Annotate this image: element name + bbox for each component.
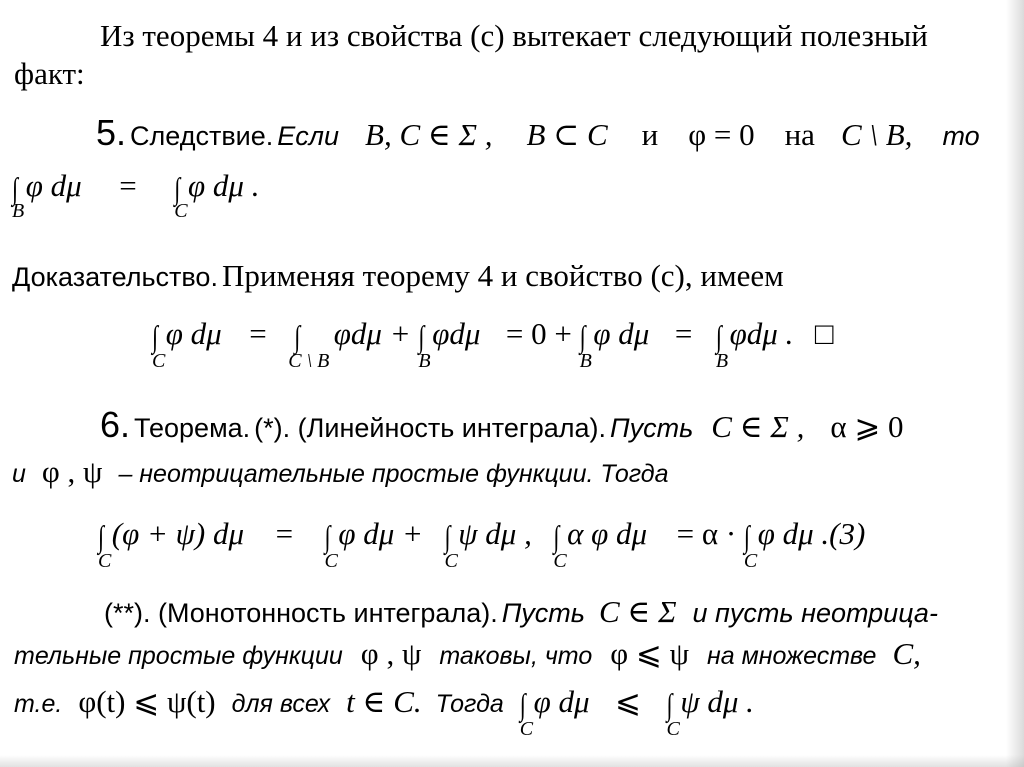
- monotonicity-text-3c: Тогда: [435, 690, 504, 718]
- formula-term: ψ dμ .: [680, 684, 754, 719]
- formula-term: (φ + ψ) dμ: [111, 516, 245, 551]
- qed-icon: □: [814, 316, 834, 351]
- proof-line: [12, 258, 784, 294]
- theorem-cond-1: C ∈ Σ ,: [711, 409, 805, 444]
- monotonicity-text-3a: т.е.: [14, 690, 63, 718]
- monotonicity-inequality: φ ⩽ ψ: [610, 636, 690, 671]
- integral-limit: C: [553, 550, 567, 572]
- corollary-heading: [96, 112, 980, 154]
- integral-limit: C: [519, 718, 534, 740]
- theorem-let-2: Пусть: [501, 598, 585, 628]
- theorem-line-2: [12, 454, 669, 490]
- formula-term: φ dμ: [593, 316, 650, 351]
- proof-label: Доказательство.: [12, 262, 218, 292]
- monotonicity-text-2b: таковы, что: [439, 642, 593, 670]
- monotonicity-functions: φ , ψ: [360, 636, 422, 671]
- integral-limit: C: [324, 550, 338, 572]
- formula-equals: =: [674, 316, 693, 351]
- corollary-number: 5.: [96, 112, 127, 153]
- proof-text: Применяя теорему 4 и свойство (с), имеем: [221, 258, 784, 293]
- integral-sign: ∫: [294, 318, 301, 354]
- theorem-line-2-text: – неотрицательные простые функции. Тогда: [118, 460, 669, 488]
- integral-limit: C: [174, 200, 188, 222]
- formula-term: φ dμ .: [188, 168, 260, 203]
- integral-limit: C: [152, 350, 166, 372]
- formula-equals: = 0 +: [505, 316, 572, 351]
- monotonicity-set: C,: [892, 636, 921, 671]
- corollary-then: то: [942, 121, 980, 151]
- monotonicity-pointwise: φ(t) ⩽ ψ(t): [78, 684, 216, 719]
- integral-sign: ∫: [519, 686, 526, 722]
- integral-sign: ∫: [444, 518, 451, 554]
- intro-line-2: факт:: [14, 56, 85, 91]
- monotonicity-text-2a: тельные простые функции: [14, 642, 343, 670]
- integral-sign: ∫: [12, 170, 19, 206]
- slide-edge-shadow: [1006, 0, 1024, 767]
- formula-term: α φ dμ: [567, 516, 648, 551]
- theorem-and: и: [12, 460, 26, 488]
- theorem-cond-2: α ⩾ 0: [830, 409, 904, 444]
- integral-limit: C \ B: [288, 350, 330, 372]
- corollary-title: Следствие.: [130, 121, 274, 151]
- formula-equals: = α ·: [676, 516, 737, 551]
- integral-sign: ∫: [98, 518, 105, 554]
- integral-limit: B: [579, 350, 592, 372]
- corollary-on: на: [784, 117, 815, 152]
- integral-sign: ∫: [174, 170, 181, 206]
- monotonicity-line-3: [14, 684, 754, 740]
- integral-sign: ∫: [715, 318, 722, 354]
- monotonicity-text-1: и пусть неотрица-: [692, 598, 938, 628]
- monotonicity-domain: t ∈ C.: [346, 684, 422, 719]
- formula-term: φ dμ: [25, 168, 82, 203]
- theorem-number: 6.: [100, 404, 131, 445]
- corollary-formula: [12, 168, 260, 222]
- integral-sign: ∫: [324, 518, 331, 554]
- corollary-if: Если: [277, 121, 340, 151]
- integral-limit: C: [98, 550, 112, 572]
- formula-term: φdμ +: [333, 316, 411, 351]
- formula-term: ψ dμ ,: [458, 516, 532, 551]
- formula-le: ⩽: [615, 684, 642, 719]
- slide-bottom-shadow: [0, 755, 1024, 767]
- monotonicity-line-2: [14, 636, 921, 672]
- formula-term: φ dμ: [533, 684, 590, 719]
- corollary-cond-2: B ⊂ C: [526, 117, 608, 152]
- integral-sign: ∫: [418, 318, 425, 354]
- formula-term: φdμ .: [729, 316, 794, 351]
- formula-equals: =: [275, 516, 294, 551]
- intro-line-1: Из теоремы 4 и из свойства (с) вытекает следующий полезный: [100, 18, 928, 53]
- formula-term: φ dμ .(3): [757, 516, 866, 551]
- integral-limit: C: [444, 550, 458, 572]
- integral-limit: B: [418, 350, 431, 372]
- formula-equals: =: [119, 168, 137, 203]
- theorem-let: Пусть: [610, 413, 694, 443]
- formula-term: φ dμ: [165, 316, 222, 351]
- integral-sign: ∫: [743, 518, 750, 554]
- corollary-cond-3: φ = 0: [688, 117, 755, 152]
- theorem-heading: [100, 404, 904, 446]
- corollary-and: и: [641, 117, 659, 152]
- integral-sign: ∫: [666, 686, 673, 722]
- theorem-title: Теорема.: [134, 413, 251, 443]
- integral-limit: C: [743, 550, 758, 572]
- formula-term: φdμ: [432, 316, 481, 351]
- integral-sign: ∫: [579, 318, 586, 354]
- integral-limit: C: [666, 718, 680, 740]
- proof-formula: [152, 316, 834, 372]
- theorem-functions: φ , ψ: [41, 454, 103, 489]
- monotonicity-cond-1: C ∈ Σ: [598, 594, 677, 629]
- monotonicity-heading: [104, 594, 938, 630]
- integral-limit: B: [12, 200, 25, 222]
- integral-sign: ∫: [152, 318, 159, 354]
- integral-sign: ∫: [553, 518, 560, 554]
- formula-equals: =: [249, 316, 267, 351]
- theorem-part2-title: (**). (Монотонность интеграла).: [104, 598, 498, 628]
- corollary-cond-4: C \ B,: [840, 117, 913, 152]
- theorem-part1-title: (*). (Линейность интеграла).: [254, 413, 607, 443]
- integral-limit: B: [715, 350, 729, 372]
- theorem-formula: [98, 516, 866, 572]
- corollary-cond-1: B, C ∈ Σ ,: [365, 117, 493, 152]
- formula-term: φ dμ +: [338, 516, 423, 551]
- monotonicity-text-3b: для всех: [231, 690, 331, 718]
- monotonicity-text-2c: на множестве: [707, 642, 877, 670]
